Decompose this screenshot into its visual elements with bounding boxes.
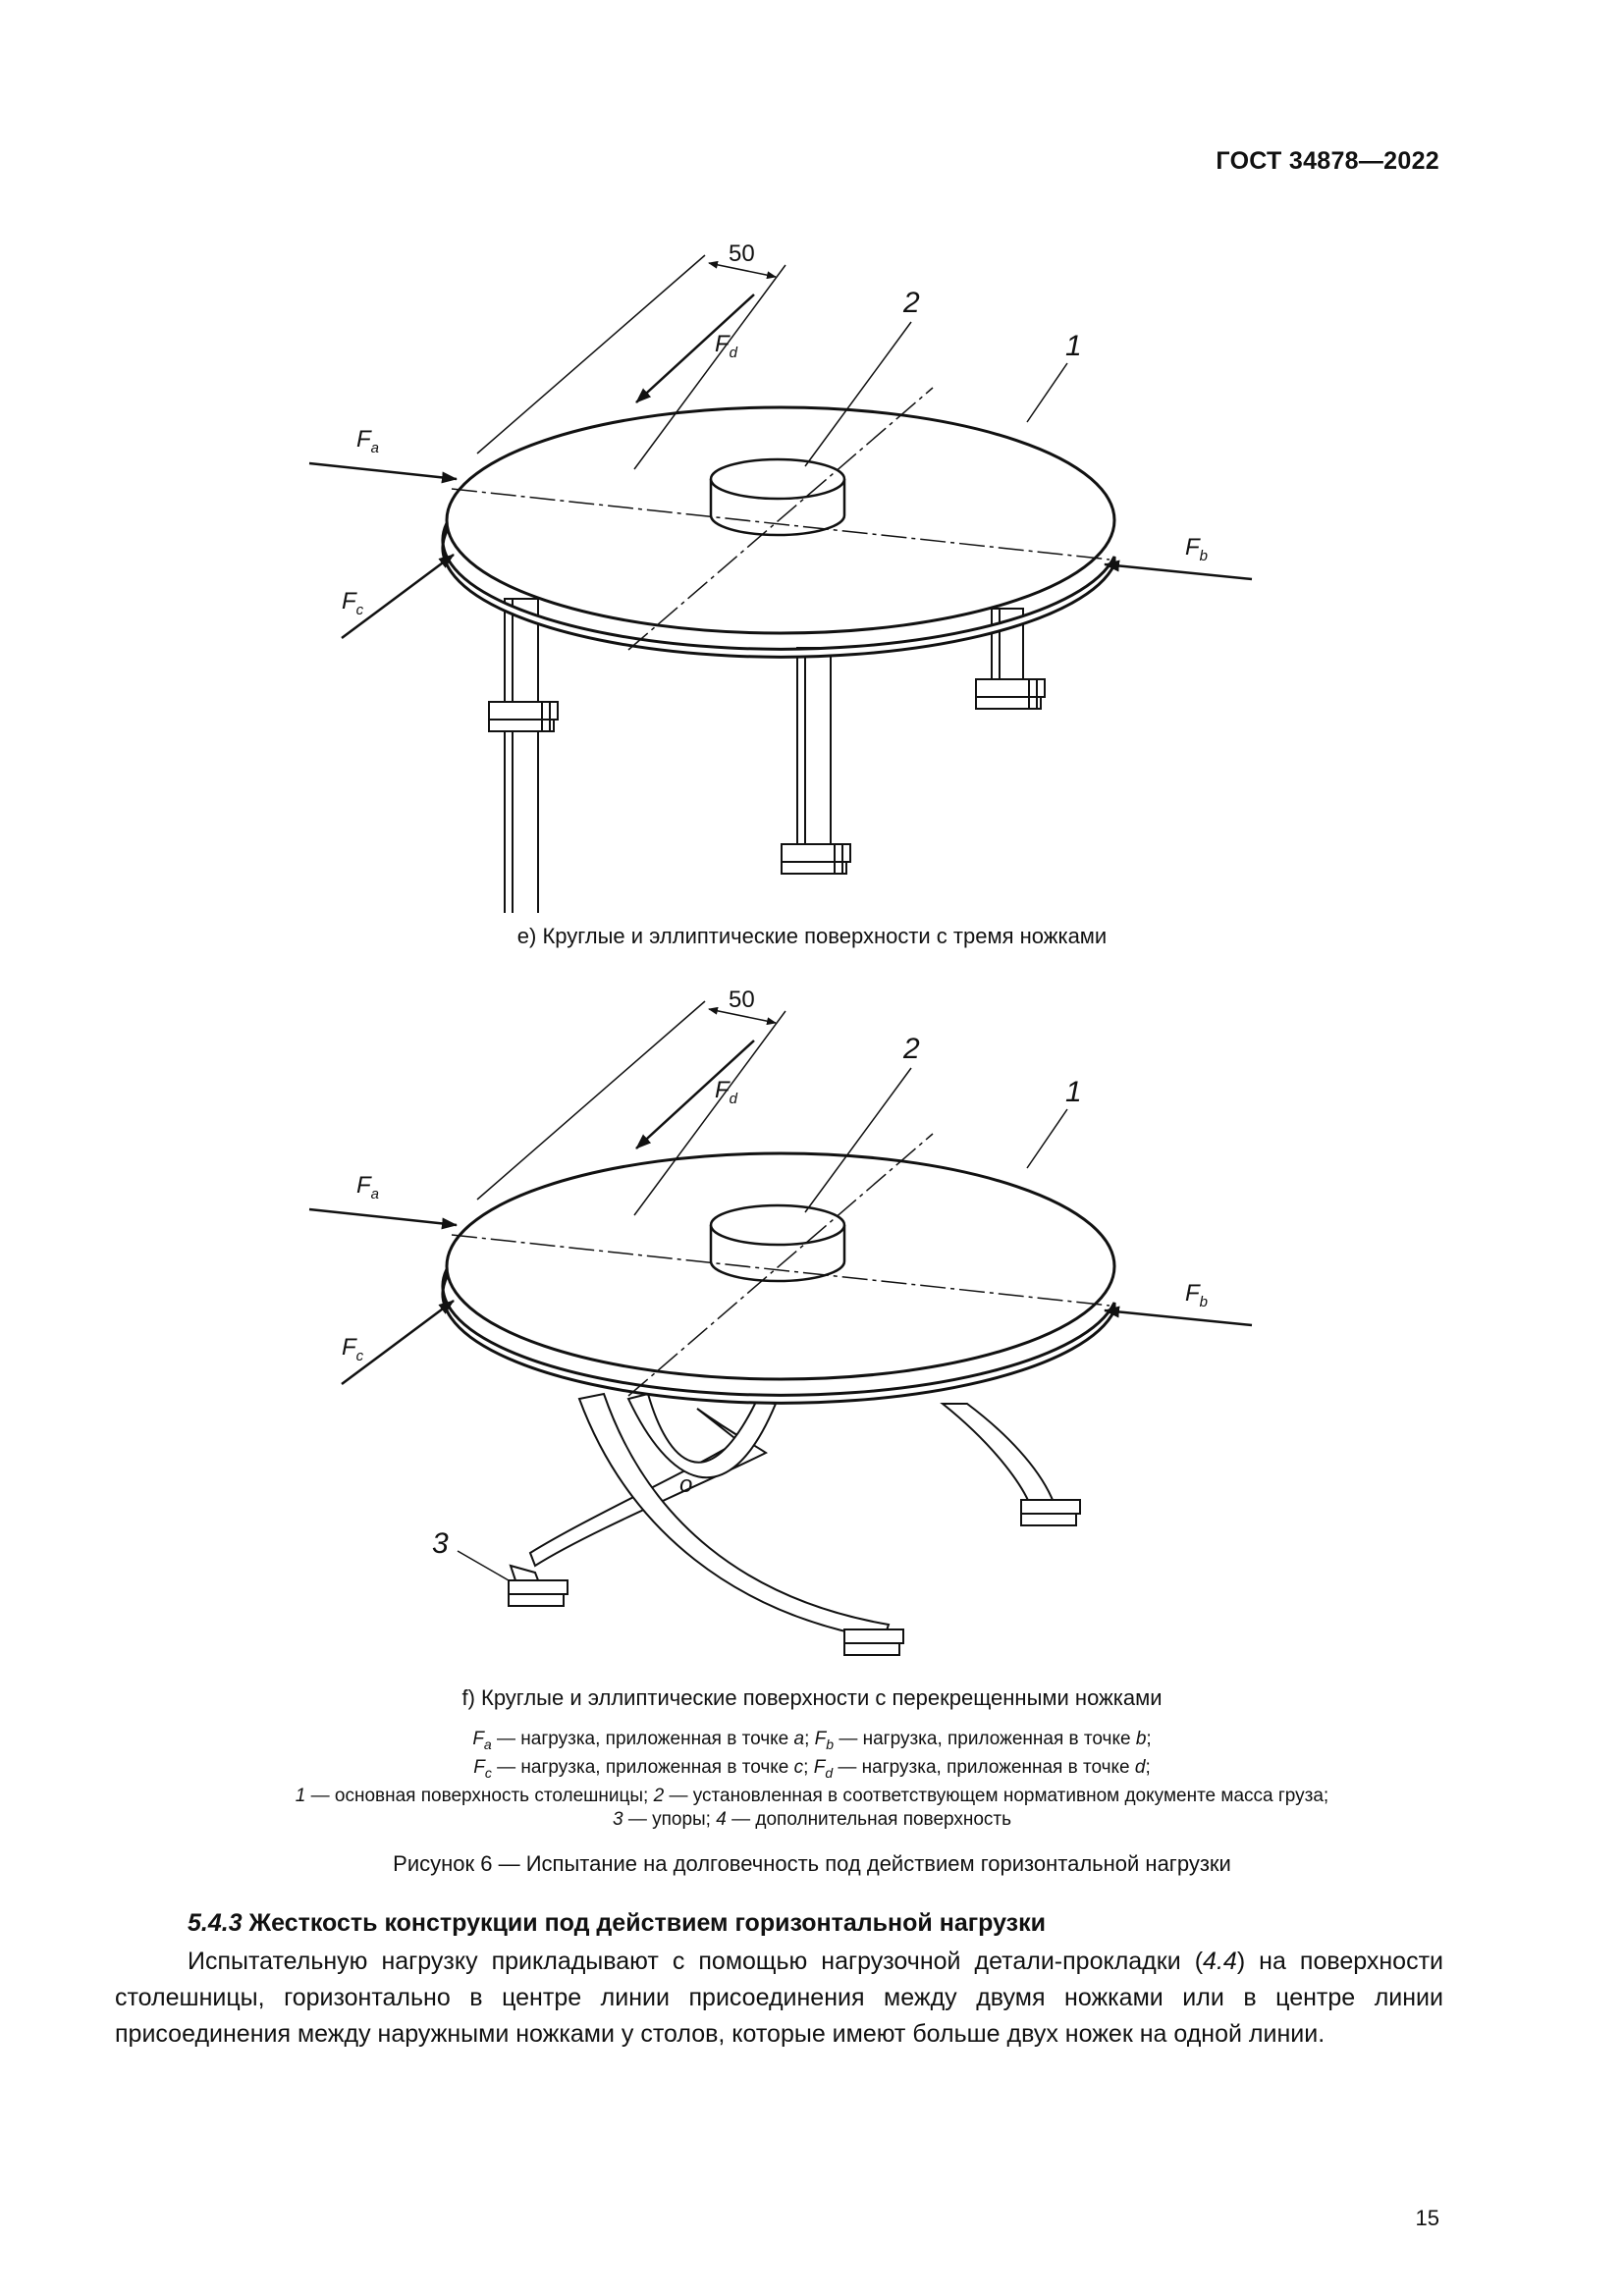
force-fa-label: $F_a$ (356, 426, 380, 456)
force-fc-label: $F_c$ (342, 588, 364, 618)
section-heading (188, 1909, 1046, 1938)
force-fc-label: $F_c$ (342, 1334, 364, 1364)
dimension-label: 50 (729, 240, 755, 267)
label-o: o (679, 1471, 693, 1498)
dimension-label: 50 (729, 987, 755, 1013)
crossed-legs (509, 1394, 1080, 1655)
legend-line-3: 1 — основная поверхность столешницы; 2 — установленная в соответствующем нормативном документе масса груза; (295, 1785, 1329, 1806)
label-2: 2 (903, 287, 920, 319)
section-number: 5.4.3 (188, 1909, 243, 1937)
leg-front (782, 648, 850, 874)
leg-left (489, 599, 558, 913)
force-fb-label: $F_b$ (1185, 534, 1209, 564)
page-number: 15 (1415, 2206, 1439, 2230)
figure-caption: Рисунок 6 — Испытание на долговечность под действием горизонтальной нагрузки (393, 1851, 1231, 1876)
figure-f-drawing (0, 972, 1624, 1679)
label-2: 2 (903, 1033, 920, 1065)
section-title-text: Жесткость конструкции под действием горизонтальной нагрузки (242, 1909, 1046, 1937)
force-fb-label: $F_b$ (1185, 1280, 1209, 1310)
document-header: ГОСТ 34878—2022 (1216, 147, 1439, 175)
figure-legend (0, 1728, 1624, 1832)
label-1: 1 (1065, 330, 1082, 362)
section-paragraph: Испытательную нагрузку прикладывают с помощью нагрузочной детали-прокладки (4.4) на поверхности столешницы, горизонтально в центре линии присоединения между двумя ножками или в центре линии присоединения между наружными ножками у столов, которые имеют больше двух ножек на одной линии. (115, 1948, 1444, 2048)
label-1: 1 (1065, 1076, 1082, 1108)
section-ref: 4.4 (1203, 1948, 1237, 1975)
figure-f-caption: f) Круглые и эллиптические поверхности с перекрещенными ножками (461, 1685, 1163, 1710)
force-fa-label: $F_a$ (356, 1172, 380, 1202)
legend-line-2: $F_c$ — нагрузка, приложенная в точке c; $F_d$ — нагрузка, приложенная в точке d; (473, 1756, 1151, 1781)
legend-line-1: $F_a$ — нагрузка, приложенная в точке a; $F_b$ — нагрузка, приложенная в точке b; (472, 1729, 1152, 1752)
force-fd-label: $F_d$ (715, 1077, 738, 1107)
force-fd-label: $F_d$ (715, 331, 738, 361)
figure-e (0, 226, 1624, 913)
label-3: 3 (432, 1527, 449, 1560)
figure-e-caption: е) Круглые и эллиптические поверхности с тремя ножками (516, 924, 1108, 948)
figure-f (0, 972, 1624, 1679)
figure-e-drawing (0, 226, 1624, 913)
legend-line-4: 3 — упоры; 4 — дополнительная поверхность (612, 1808, 1012, 1830)
